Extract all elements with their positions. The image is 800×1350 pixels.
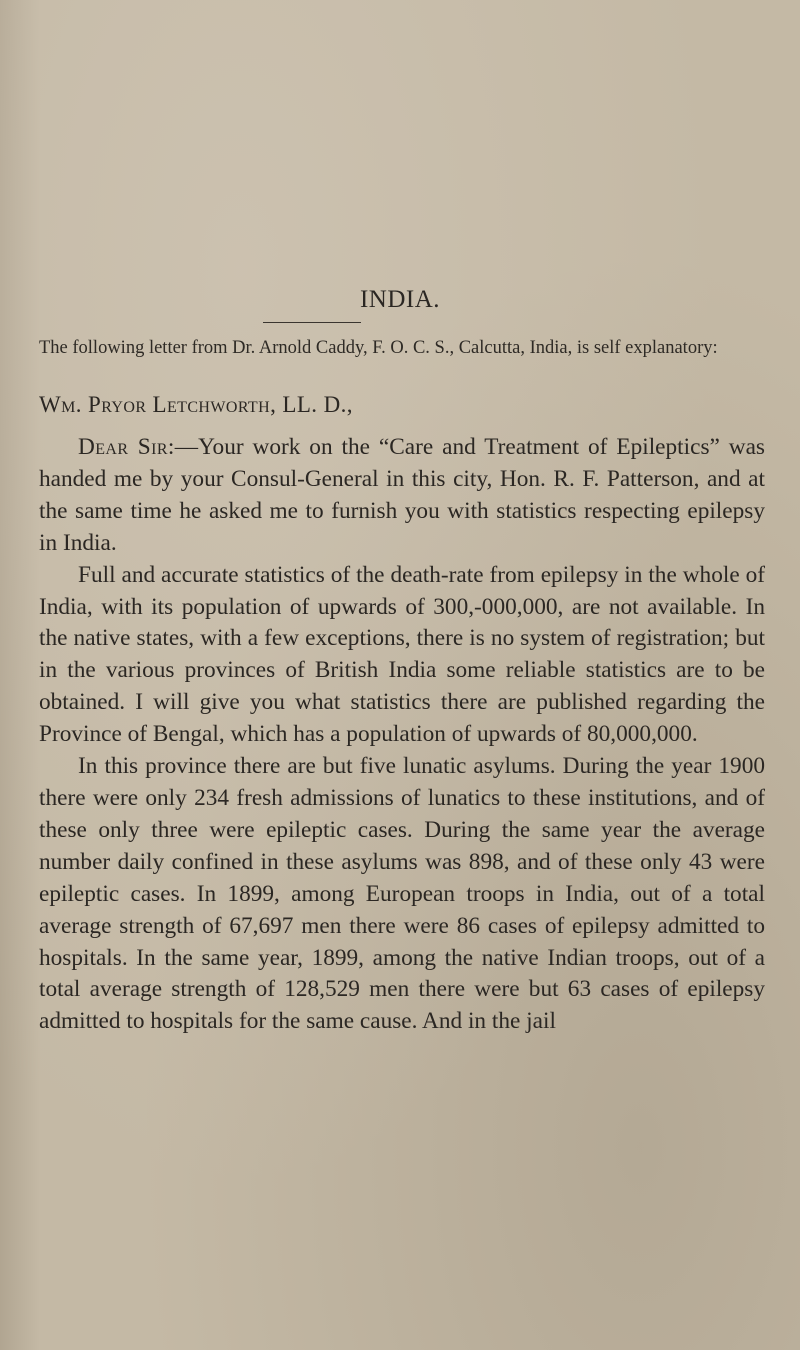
paragraph-text: —Your work on the “Care and Treatment of Epileptics” was handed me by your Consul-General in this city, Hon. R. F. Patterson, and at the same time he asked me to furnish you with statistics respecting epilepsy in India. [39, 434, 765, 556]
page-heading: INDIA. [359, 286, 441, 313]
letter-paragraph [39, 432, 765, 560]
addressee-line: Wm. Pryor Letchworth, LL. D., [39, 392, 353, 417]
heading-rule [263, 322, 361, 323]
letter-paragraph: In this province there are but five lunatic asylums. During the year 1900 there were only 234 fresh admissions of lunatics to these institutions, and of these only three were epileptic cases. During the same year the average number daily confined in these asylums was 898, and of these only 43 were epileptic cases. In 1899, among European troops in India, out of a total average strength of 67,697 men there were 86 cases of epilepsy admitted to hospitals. In the same year, 1899, among the native Indian troops, out of a total average strength of 128,529 men there were but 63 cases of epilepsy admitted to hospitals for the same cause. And in the jail [39, 753, 765, 1035]
intro-note: The following letter from Dr. Arnold Caddy, F. O. C. S., Calcutta, India, is self explanatory: [39, 338, 718, 358]
letter-body [39, 432, 765, 1038]
salutation: Dear Sir: [78, 434, 175, 460]
letter-paragraph: Full and accurate statistics of the death-rate from epilepsy in the whole of India, with its population of upwards of 300,-000,000, are not available. In the native states, with a few exceptions, there is no system of registration; but in the various provinces of British India some reliable statistics are to be obtained. I will give you what statistics there are published regarding the Province of Bengal, which has a population of upwards of 80,000,000. [39, 561, 765, 748]
